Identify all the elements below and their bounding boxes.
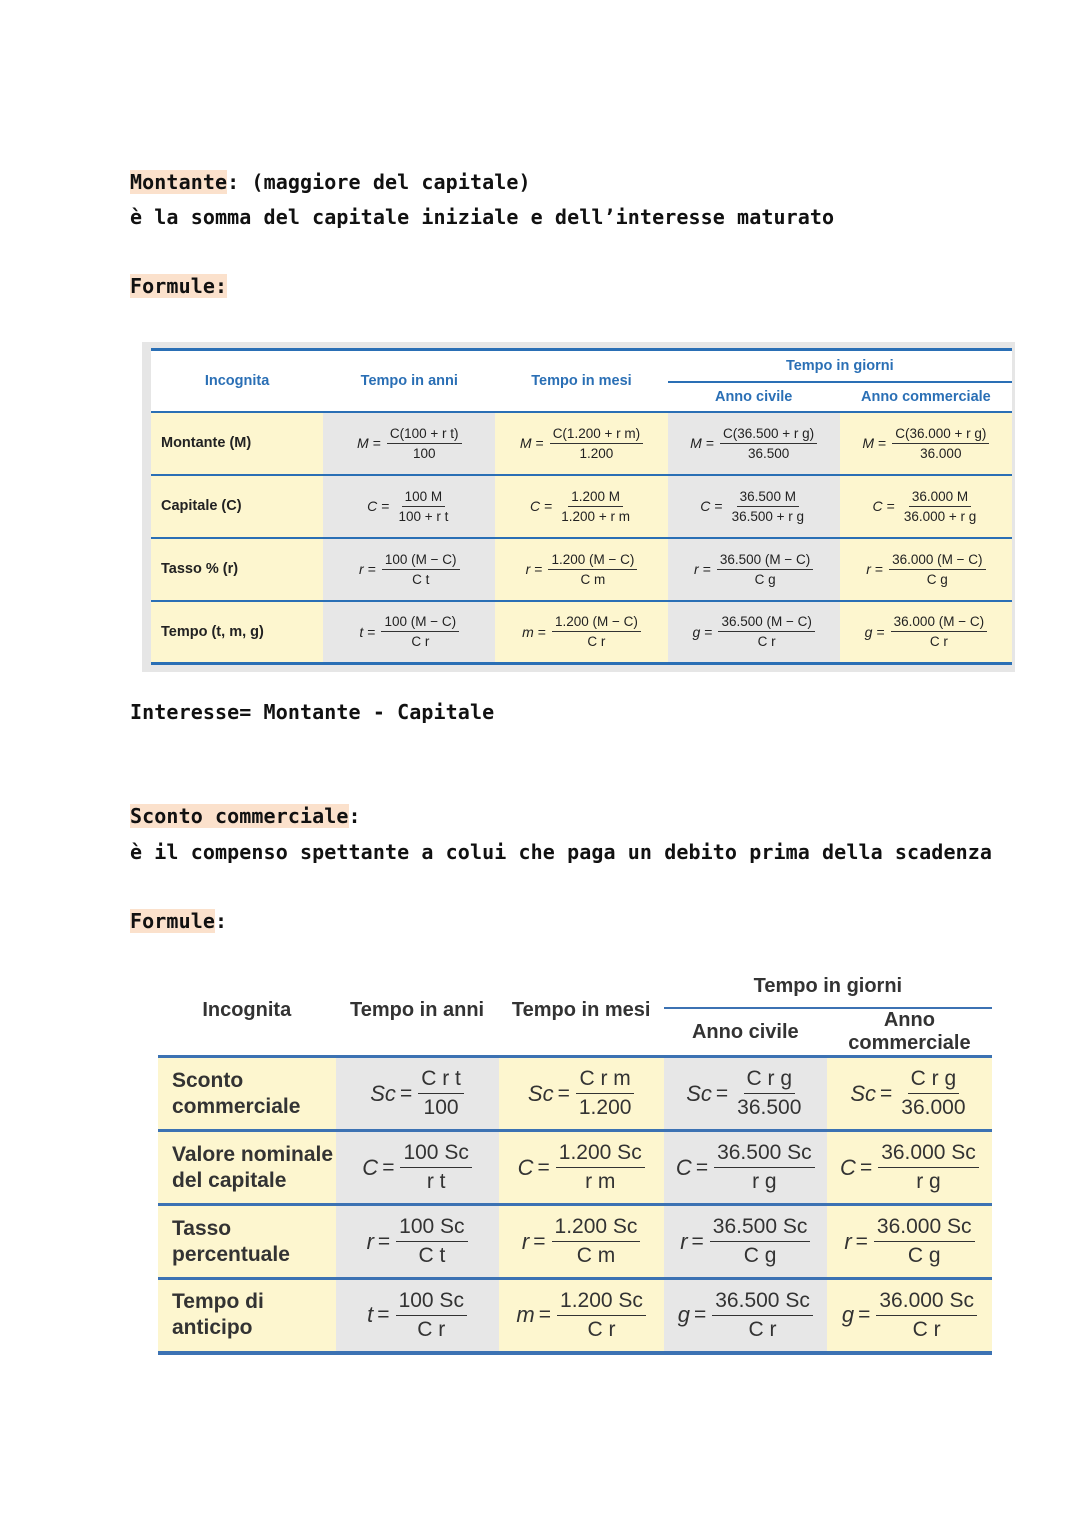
sconto-title-suffix: : (348, 804, 361, 828)
numerator: 36.500 (M − C) (718, 614, 814, 632)
formula-cell (840, 475, 1012, 538)
denominator: 36.500 (737, 1096, 802, 1119)
equals-sign: = (874, 561, 884, 577)
denominator: C m (576, 1244, 616, 1267)
header-tempo-anni: Tempo in anni (323, 350, 495, 412)
equals-sign: = (878, 435, 887, 451)
formula (694, 552, 813, 587)
fraction (418, 1067, 464, 1120)
fraction (552, 614, 641, 649)
equals-sign: = (399, 1081, 413, 1105)
formula-cell (827, 1057, 992, 1131)
row-label (158, 1279, 336, 1353)
header-tempo-anni: Tempo in anni (350, 999, 485, 1021)
denominator: C g (926, 571, 948, 587)
formula (530, 489, 633, 524)
formula-cell (827, 1205, 992, 1279)
denominator: 1.200 (579, 445, 614, 461)
numerator: 100 Sc (396, 1215, 467, 1242)
equals-sign: = (367, 623, 376, 640)
formula-lhs: g (841, 1302, 855, 1328)
denominator: 1.200 + r m (561, 508, 630, 524)
formula-lhs: g (864, 623, 873, 640)
fraction (400, 1141, 471, 1194)
formula-lhs: r (844, 1228, 852, 1254)
fraction (876, 1289, 977, 1342)
formula (873, 489, 980, 524)
table-row (158, 1057, 992, 1131)
formula (520, 426, 643, 461)
formula-lhs: r (866, 561, 871, 577)
fraction (718, 614, 814, 649)
formula-lhs: Sc (370, 1080, 396, 1106)
header-tempo-mesi: Tempo in mesi (511, 999, 651, 1021)
equals-sign: = (538, 1303, 552, 1327)
equals-sign: = (382, 1155, 395, 1179)
formula (370, 1067, 464, 1120)
numerator: 100 M (402, 489, 446, 507)
equals-sign: = (533, 1229, 546, 1253)
row-label: Tasso % (r) (151, 538, 323, 601)
equals-sign: = (855, 1229, 868, 1253)
numerator: C(100 + r t) (387, 426, 462, 444)
table-row (158, 1205, 992, 1279)
header-incognita: Incognita (202, 999, 292, 1021)
fraction (729, 489, 807, 524)
equals-sign: = (693, 1303, 707, 1327)
row-label-line: Tempo di (172, 1290, 264, 1314)
formula-lhs: Sc (850, 1080, 876, 1106)
equals-sign: = (544, 498, 553, 514)
formula-cell (495, 475, 667, 538)
formula-lhs: g (677, 1302, 690, 1328)
denominator: r t (426, 1170, 446, 1193)
formula (844, 1215, 974, 1268)
denominator: C m (580, 571, 606, 587)
fraction (548, 552, 637, 587)
formula-lhs: r (525, 561, 531, 577)
numerator: 36.500 Sc (714, 1141, 815, 1168)
formula (526, 552, 638, 587)
fraction (381, 614, 459, 649)
formula-cell (323, 601, 495, 664)
fraction (734, 1067, 804, 1120)
formula (367, 489, 451, 524)
equals-sign: = (858, 1303, 871, 1327)
formula-lhs: C (675, 1154, 692, 1180)
formula-lhs: M (862, 435, 875, 451)
fraction (576, 1067, 635, 1120)
formula-cell (668, 538, 840, 601)
sconto-formula-table (158, 966, 992, 1355)
formula-cell (840, 601, 1012, 664)
row-label (158, 1205, 336, 1279)
formula-lhs: C (362, 1154, 379, 1180)
denominator: 36.000 (920, 445, 962, 461)
formula (686, 1067, 804, 1120)
equals-sign: = (859, 1155, 873, 1179)
formula-cell (495, 601, 667, 664)
formula (862, 426, 989, 461)
header-anno-commerciale: Anno commerciale (848, 1009, 971, 1054)
equals-sign: = (381, 498, 390, 514)
denominator: 1.200 (578, 1096, 632, 1119)
fraction (891, 614, 987, 649)
formula-cell (499, 1205, 664, 1279)
montante-title-suffix: : (maggiore del capitale) (227, 170, 531, 194)
fraction (889, 552, 985, 587)
fraction (720, 426, 817, 461)
equals-sign: = (876, 623, 885, 640)
numerator: C(36.000 + r g) (892, 426, 989, 444)
row-label-line: anticipo (172, 1316, 253, 1340)
fraction (395, 489, 451, 524)
fraction (901, 489, 979, 524)
header-tempo-giorni: Tempo in giorni (668, 350, 1012, 382)
header-tempo-mesi: Tempo in mesi (495, 350, 667, 412)
equals-sign: = (557, 1081, 570, 1105)
denominator: C g (743, 1244, 777, 1267)
denominator: 36.500 + r g (731, 508, 805, 524)
numerator: 36.000 (M − C) (891, 614, 987, 632)
formula-lhs: C (529, 498, 541, 514)
formula (518, 1141, 645, 1194)
denominator: C g (907, 1244, 941, 1267)
formula-lhs: Sc (686, 1080, 712, 1106)
formula-lhs: C (367, 498, 378, 514)
denominator: C r (417, 1317, 446, 1341)
formula-lhs: r (680, 1228, 688, 1254)
numerator: 100 (M − C) (381, 614, 459, 632)
denominator: 100 + r t (398, 508, 449, 524)
sconto-title: Sconto commerciale (130, 804, 349, 828)
denominator: 100 (423, 1096, 459, 1119)
fraction (556, 1141, 645, 1194)
row-label: Montante (M) (151, 412, 323, 475)
equals-sign: = (367, 561, 376, 577)
formula (528, 1067, 635, 1120)
numerator: 1.200 M (568, 489, 623, 507)
numerator: C(1.200 + r m) (550, 426, 643, 444)
denominator: C r (757, 634, 776, 650)
header-anno-civile: Anno civile (691, 1020, 799, 1043)
formule-label-text-2: Formule (130, 909, 215, 933)
formula (522, 614, 641, 649)
row-label-line: Tasso (172, 1216, 232, 1240)
denominator: 100 (412, 445, 436, 461)
equals-sign: = (537, 1155, 550, 1179)
numerator: C r m (576, 1067, 633, 1094)
numerator: 36.000 M (909, 489, 971, 507)
montante-formula-table (151, 348, 1012, 665)
equals-sign: = (715, 1081, 729, 1105)
interest-formula-line: Interesse= Montante - Capitale (130, 700, 495, 724)
formula-lhs: g (692, 623, 701, 640)
formula (850, 1067, 968, 1120)
fraction (552, 1215, 641, 1268)
formula-lhs: r (521, 1228, 530, 1254)
equals-sign: = (880, 1081, 893, 1105)
formula-lhs: M (690, 435, 702, 451)
formula (676, 1141, 815, 1194)
equals-sign: = (535, 435, 544, 451)
header-tempo-giorni: Tempo in giorni (664, 966, 992, 1008)
formula (866, 552, 985, 587)
numerator: 1.200 Sc (557, 1289, 646, 1316)
formula (865, 614, 987, 649)
numerator: 36.500 Sc (712, 1289, 813, 1316)
fraction (714, 1141, 815, 1194)
fraction (874, 1215, 975, 1268)
formula (357, 426, 462, 461)
equals-sign: = (702, 561, 711, 577)
equals-sign: = (704, 623, 713, 640)
formula-lhs: t (367, 1302, 374, 1328)
formula (680, 1215, 810, 1268)
formule-label-2 (130, 906, 227, 936)
fraction (712, 1289, 813, 1342)
formule-label-1 (130, 271, 227, 301)
equals-sign: = (886, 498, 895, 514)
formula-lhs: C (872, 498, 883, 514)
table-row (151, 475, 1012, 538)
denominator: C r (912, 1317, 941, 1341)
formula (516, 1289, 646, 1342)
row-label-line: del capitale (172, 1168, 287, 1192)
numerator: 1.200 Sc (552, 1215, 641, 1242)
formula-cell (840, 538, 1012, 601)
formula-cell (499, 1279, 664, 1353)
formula-lhs: m (516, 1302, 535, 1328)
denominator: C r (587, 634, 606, 650)
denominator: r g (916, 1170, 941, 1193)
formula (367, 1289, 467, 1342)
denominator: 36.000 (901, 1096, 966, 1119)
sconto-heading (130, 801, 361, 831)
denominator: C t (412, 571, 430, 587)
formula-cell (323, 412, 495, 475)
denominator: C r (748, 1317, 777, 1341)
equals-sign: = (377, 1303, 390, 1327)
row-label: Capitale (C) (151, 475, 323, 538)
formula (690, 426, 817, 461)
table-row (151, 538, 1012, 601)
numerator: 36.000 Sc (878, 1141, 979, 1168)
header-anno-commerciale: Anno commerciale (840, 382, 1012, 412)
table-row (158, 1131, 992, 1205)
formula-cell (499, 1057, 664, 1131)
formula-cell (323, 475, 495, 538)
numerator: C(36.500 + r g) (720, 426, 817, 444)
header-incognita: Incognita (151, 350, 323, 412)
formula (692, 614, 814, 649)
equals-sign: = (691, 1229, 704, 1253)
formula (359, 614, 459, 649)
formula (359, 552, 460, 587)
formula-cell (336, 1057, 499, 1131)
formula-cell (664, 1279, 827, 1353)
formula-cell (827, 1279, 992, 1353)
formula-cell (495, 538, 667, 601)
denominator: 36.500 (747, 445, 790, 461)
formula-cell (668, 475, 840, 538)
numerator: 36.500 Sc (710, 1215, 811, 1242)
row-label-line: percentuale (172, 1242, 290, 1266)
numerator: 1.200 (M − C) (552, 614, 641, 632)
fraction (710, 1215, 811, 1268)
numerator: C r g (908, 1067, 960, 1094)
fraction (396, 1289, 467, 1342)
fraction (550, 426, 643, 461)
row-label: Tempo (t, m, g) (151, 601, 323, 664)
denominator: C g (754, 571, 776, 587)
fraction (898, 1067, 968, 1120)
formula-cell (323, 538, 495, 601)
formula-cell (495, 412, 667, 475)
montante-heading (130, 167, 531, 197)
denominator: C r (929, 634, 948, 650)
formula-lhs: C (517, 1154, 534, 1180)
numerator: 36.000 (M − C) (889, 552, 985, 570)
row-label-line: Sconto (172, 1068, 244, 1092)
formula-cell (840, 412, 1012, 475)
fraction (557, 1289, 646, 1342)
formula-lhs: M (357, 435, 369, 451)
numerator: 36.500 (M − C) (717, 552, 813, 570)
table-row (151, 601, 1012, 664)
formula (842, 1289, 977, 1342)
numerator: 100 (M − C) (382, 552, 460, 570)
numerator: C r t (418, 1067, 464, 1094)
sconto-description: è il compenso spettante a colui che paga un debito prima della scadenza (130, 840, 993, 864)
formula (367, 1215, 468, 1268)
formula-lhs: t (359, 623, 364, 640)
fraction (396, 1215, 467, 1268)
formula-lhs: M (519, 435, 532, 451)
formula-lhs: m (522, 623, 534, 640)
formula (840, 1141, 979, 1194)
formula-lhs: Sc (527, 1080, 554, 1106)
formula (678, 1289, 813, 1342)
formula-cell (827, 1131, 992, 1205)
denominator: 36.000 + r g (903, 508, 977, 524)
numerator: C r g (744, 1067, 796, 1094)
equals-sign: = (537, 623, 546, 640)
montante-title: Montante (130, 170, 228, 194)
denominator: r g (752, 1170, 777, 1193)
equals-sign: = (534, 561, 543, 577)
fraction (382, 552, 460, 587)
table-row (151, 412, 1012, 475)
numerator: 36.000 Sc (876, 1289, 977, 1316)
row-label (158, 1057, 336, 1131)
equals-sign: = (695, 1155, 709, 1179)
formula-cell (664, 1131, 827, 1205)
formula-lhs: r (359, 561, 364, 577)
fraction (558, 489, 633, 524)
row-label-line: Valore nominale (172, 1142, 334, 1166)
row-label (158, 1131, 336, 1205)
fraction (878, 1141, 979, 1194)
formula (700, 489, 807, 524)
equals-sign: = (372, 435, 381, 451)
formula-lhs: C (700, 498, 711, 514)
denominator: C r (411, 634, 430, 650)
formula-cell (668, 601, 840, 664)
denominator: C t (418, 1244, 446, 1267)
formula-cell (499, 1131, 664, 1205)
formula-lhs: r (366, 1228, 374, 1254)
numerator: 100 Sc (400, 1141, 471, 1168)
formula-lhs: r (694, 561, 699, 577)
numerator: 36.500 M (737, 489, 799, 507)
header-anno-civile: Anno civile (668, 382, 840, 412)
equals-sign: = (714, 498, 723, 514)
formule-label-suffix-2: : (215, 909, 228, 933)
table-row (158, 1279, 992, 1353)
formula (522, 1215, 641, 1268)
formula-cell (664, 1057, 827, 1131)
formula-cell (336, 1205, 499, 1279)
numerator: 100 Sc (396, 1289, 467, 1316)
denominator: C r (587, 1317, 616, 1341)
montante-description: è la somma del capitale iniziale e dell’interesse maturato (130, 205, 835, 229)
formula-lhs: C (840, 1154, 856, 1180)
equals-sign: = (377, 1229, 391, 1253)
formula-cell (668, 412, 840, 475)
numerator: 1.200 Sc (556, 1141, 645, 1168)
equals-sign: = (705, 435, 714, 451)
formula (362, 1141, 472, 1194)
numerator: 1.200 (M − C) (548, 552, 637, 570)
formule-label-text: Formule: (130, 274, 228, 298)
numerator: 36.000 Sc (874, 1215, 975, 1242)
denominator: r m (585, 1170, 616, 1193)
formula-cell (664, 1205, 827, 1279)
fraction (387, 426, 462, 461)
formula-cell (336, 1279, 499, 1353)
fraction (892, 426, 989, 461)
formula-cell (336, 1131, 499, 1205)
row-label-line: commerciale (172, 1094, 301, 1118)
fraction (717, 552, 813, 587)
